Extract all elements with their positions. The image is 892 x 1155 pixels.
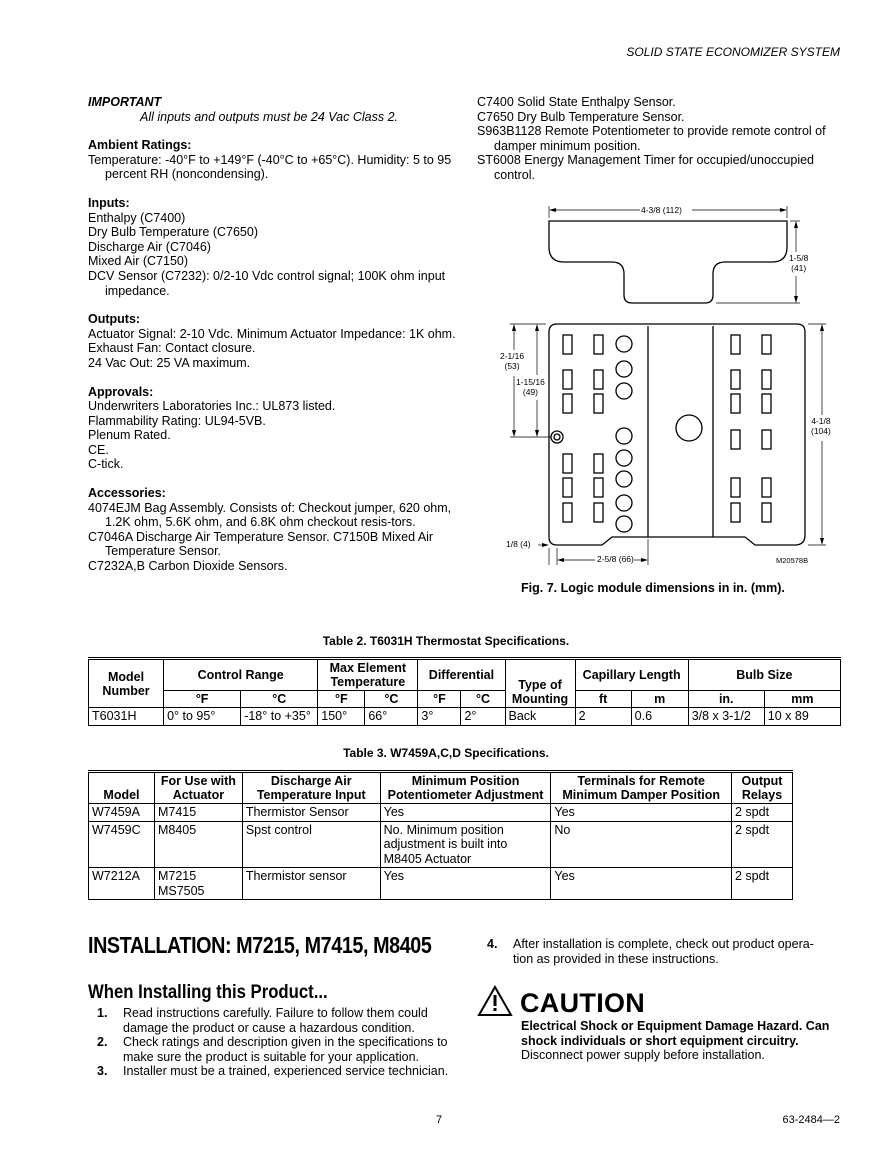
- table-cell: Back: [505, 708, 575, 726]
- dim-width-top: 4-3/8 (112): [641, 205, 682, 215]
- col-header: Max Element Temperature: [318, 659, 418, 691]
- table3-caption: Table 3. W7459A,C,D Specifications.: [343, 746, 549, 760]
- table-cell: W7459C: [89, 821, 155, 868]
- col-header: For Use with Actuator: [154, 772, 242, 804]
- table-cell: W7212A: [89, 868, 155, 900]
- col-header: Control Range: [164, 659, 318, 691]
- ambient-section: [88, 138, 458, 182]
- table2-caption: Table 2. T6031H Thermostat Specifications.: [322, 634, 570, 648]
- accessory-item: S963B1128 Remote Potentiometer to provide remote control of damper minimum position.: [477, 124, 826, 153]
- table-cell: 0.6: [631, 708, 688, 726]
- approvals-item: Underwriters Laboratories Inc.: UL873 listed.: [88, 399, 336, 414]
- table-cell: 3°: [418, 708, 461, 726]
- approvals-item: C-tick.: [88, 457, 124, 472]
- document-number: 63-2484—2: [782, 1114, 840, 1126]
- caution-body: [521, 1019, 851, 1063]
- table2: [88, 657, 841, 726]
- inputs-section: [88, 196, 458, 298]
- col-header: Model Number: [89, 659, 164, 708]
- page-number: 7: [436, 1114, 443, 1126]
- table-cell: 3/8 x 3-1/2: [688, 708, 764, 726]
- col-header: Differential: [418, 659, 505, 691]
- list-item: 1. Read instructions carefully. Failure to follow them could damage the product or cause a hazardous condition.: [97, 1006, 428, 1035]
- dim-left-2: 1-15/16 (49): [516, 377, 545, 397]
- accessories-item: 4074EJM Bag Assembly. Consists of: Checkout jumper, 620 ohm, 1.2K ohm, 5.6K ohm, and 6.8K ohm checkout resis-tors.: [88, 500, 452, 530]
- accessory-item: C7400 Solid State Enthalpy Sensor.: [477, 95, 676, 109]
- table-row: [89, 868, 793, 900]
- installation-heading: INSTALLATION: M7215, M7415, M8405: [88, 932, 432, 958]
- sub-header: in.: [688, 691, 764, 708]
- sub-header: °C: [461, 691, 505, 708]
- table-cell: Spst control: [242, 821, 380, 868]
- sub-header: mm: [764, 691, 840, 708]
- inputs-title: Inputs:: [88, 195, 130, 210]
- table-cell: 150°: [318, 708, 365, 726]
- list-item: 3. Installer must be a trained, experienced service technician.: [97, 1064, 449, 1079]
- inputs-item: Enthalpy (C7400): [88, 210, 186, 225]
- dim-height-top: 1-5/8 (41): [789, 253, 809, 273]
- table-cell: 2 spdt: [732, 821, 793, 868]
- ambient-title: Ambient Ratings:: [88, 138, 192, 153]
- col-header: Type of Mounting: [505, 659, 575, 708]
- table-cell: 2 spdt: [732, 804, 793, 822]
- accessories-section: [88, 486, 458, 574]
- table-row: [89, 821, 793, 868]
- warning-triangle-icon: [477, 985, 513, 1017]
- accessory-item: ST6008 Energy Management Timer for occupied/unoccupied control.: [477, 153, 814, 182]
- approvals-item: CE.: [88, 442, 109, 457]
- install-step-4: [487, 937, 832, 966]
- inputs-item: Mixed Air (C7150): [88, 254, 189, 269]
- table-cell: M8405: [154, 821, 242, 868]
- dim-right: 4-1/8 (104): [811, 416, 831, 436]
- sub-header: °F: [318, 691, 365, 708]
- important-text: All inputs and outputs must be 24 Vac Class 2.: [140, 109, 399, 124]
- table-cell: Yes: [551, 804, 732, 822]
- col-header: Terminals for Remote Minimum Damper Position: [551, 772, 732, 804]
- list-item: 4. After installation is complete, check out product opera-tion as provided in these instructions.: [487, 937, 814, 966]
- table-cell: M7215 MS7505: [154, 868, 242, 900]
- important-note: [88, 95, 458, 124]
- table-cell: -18° to +35°: [241, 708, 318, 726]
- outputs-item: 24 Vac Out: 25 VA maximum.: [88, 355, 251, 370]
- when-installing-heading: When Installing this Product...: [88, 982, 328, 1003]
- approvals-item: Flammability Rating: UL94-5VB.: [88, 413, 266, 428]
- figure-code: M20578B: [776, 556, 809, 565]
- outputs-item: Exhaust Fan: Contact closure.: [88, 341, 256, 356]
- col-header: Discharge Air Temperature Input: [242, 772, 380, 804]
- left-column: [88, 95, 458, 574]
- col-header: Capillary Length: [575, 659, 688, 691]
- caution-hazard: Electrical Shock or Equipment Damage Hazard. Can shock individuals or short equipment circuitry.: [521, 1019, 830, 1048]
- table-cell: Yes: [551, 868, 732, 900]
- dim-left-1: 2-1/16 (53): [500, 351, 525, 371]
- table-row: [89, 708, 841, 726]
- sub-header: °F: [164, 691, 241, 708]
- caution-title: CAUTION: [520, 988, 646, 1018]
- col-header: Minimum Position Potentiometer Adjustment: [380, 772, 551, 804]
- inputs-item: DCV Sensor (C7232): 0/2-10 Vdc control signal; 100K ohm input impedance.: [88, 268, 446, 298]
- right-column: [477, 95, 852, 183]
- sub-header: °C: [241, 691, 318, 708]
- table3: [88, 770, 793, 900]
- col-header: Output Relays: [732, 772, 793, 804]
- table-cell: 2: [575, 708, 631, 726]
- inputs-item: Discharge Air (C7046): [88, 239, 211, 254]
- running-head: SOLID STATE ECONOMIZER SYSTEM: [626, 45, 840, 59]
- table-cell: 2°: [461, 708, 505, 726]
- table-row: [89, 804, 793, 822]
- ambient-text: Temperature: -40°F to +149°F (-40°C to +65°C). Humidity: 5 to 95 percent RH (noncondensing).: [88, 152, 452, 182]
- sub-header: ft: [575, 691, 631, 708]
- install-steps: [97, 1006, 457, 1079]
- important-title: IMPORTANT: [88, 95, 162, 109]
- table-cell: Thermistor Sensor: [242, 804, 380, 822]
- dim-bottom: 2-5/8 (66): [597, 554, 634, 564]
- accessories-item: C7046A Discharge Air Temperature Sensor. C7150B Mixed Air Temperature Sensor.: [88, 529, 434, 559]
- table-cell: 0° to 95°: [164, 708, 241, 726]
- inputs-item: Dry Bulb Temperature (C7650): [88, 225, 258, 240]
- dim-bottom-small: 1/8 (4): [506, 539, 531, 549]
- table-cell: 66°: [365, 708, 418, 726]
- accessories-item: C7232A,B Carbon Dioxide Sensors.: [88, 559, 288, 574]
- accessories-title: Accessories:: [88, 486, 166, 501]
- table-cell: T6031H: [89, 708, 164, 726]
- table-cell: Yes: [380, 804, 551, 822]
- table-cell: M7415: [154, 804, 242, 822]
- sub-header: m: [631, 691, 688, 708]
- table-cell: No: [551, 821, 732, 868]
- outputs-title: Outputs:: [88, 312, 141, 327]
- sub-header: °C: [365, 691, 418, 708]
- caution-text: Disconnect power supply before installation.: [521, 1048, 765, 1063]
- table-cell: 10 x 89: [764, 708, 840, 726]
- approvals-section: [88, 385, 458, 473]
- col-header: Model: [89, 772, 155, 804]
- table-cell: 2 spdt: [732, 868, 793, 900]
- approvals-item: Plenum Rated.: [88, 428, 171, 443]
- accessory-item: C7650 Dry Bulb Temperature Sensor.: [477, 109, 685, 124]
- col-header: Bulb Size: [688, 659, 840, 691]
- approvals-title: Approvals:: [88, 384, 154, 399]
- table-cell: No. Minimum position adjustment is built into M8405 Actuator: [380, 821, 551, 868]
- table-cell: Thermistor sensor: [242, 868, 380, 900]
- list-item: 2. Check ratings and description given in the specifications to make sure the product is suitable for your application.: [97, 1035, 448, 1064]
- outputs-item: Actuator Signal: 2-10 Vdc. Minimum Actuator Impedance: 1K ohm.: [88, 326, 456, 341]
- outputs-section: [88, 312, 458, 370]
- table-cell: Yes: [380, 868, 551, 900]
- figure-caption: Fig. 7. Logic module dimensions in in. (mm).: [521, 581, 785, 595]
- sub-header: °F: [418, 691, 461, 708]
- table-cell: W7459A: [89, 804, 155, 822]
